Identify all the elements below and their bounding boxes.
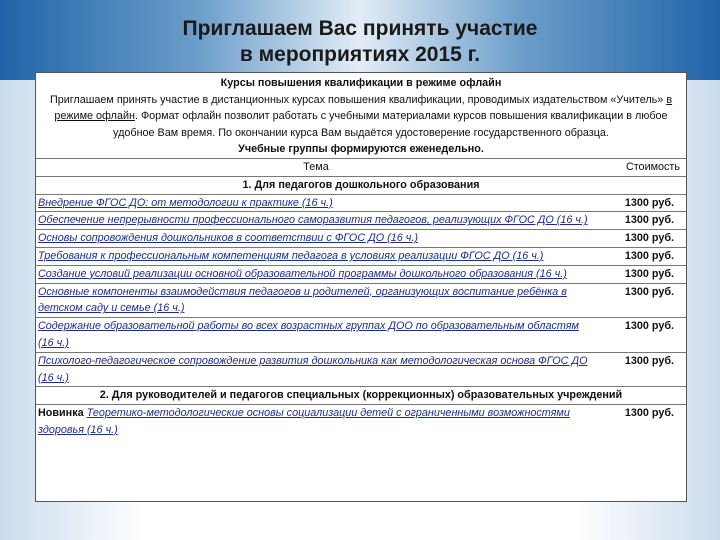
course-link[interactable]: Основные компоненты взаимодействия педагогов и родителей, организующих воспитание ребёнка в детском саду и семье (16 ч.)	[38, 285, 567, 315]
table-row	[36, 229, 686, 247]
course-link[interactable]: Теоретико-методологические основы социализации детей с ограниченными возможностями здоровья (16 ч.)	[38, 407, 570, 436]
section-heading-special: 2. Для руководителей и педагогов специальных (коррекционных) образовательных учреждений	[36, 386, 686, 404]
table-header	[36, 158, 686, 176]
course-link[interactable]: Психолого-педагогическое сопровождение развития дошкольника как методологическая основа ФГОС ДО (16 ч.)	[38, 354, 588, 384]
groups-note: Учебные группы формируются еженедельно.	[238, 143, 484, 156]
course-price: 1300 руб.	[624, 285, 674, 298]
course-price: 1300 руб.	[624, 407, 674, 420]
column-header-price: Стоимость	[625, 160, 680, 173]
section-heading-preschool: 1. Для педагогов дошкольного образования	[36, 176, 686, 194]
column-header-topic: Тема	[303, 160, 329, 173]
new-badge: Новинка	[38, 407, 84, 420]
table-row	[36, 317, 686, 352]
course-link[interactable]: Содержание образовательной работы во всех возрастных группах ДОО по образовательным областям (16 ч.)	[38, 320, 579, 349]
course-link[interactable]: Создание условий реализации основной образовательной программы дошкольного образования (16 ч.)	[38, 267, 567, 280]
intro-text-before: Приглашаем принять участие в дистанционных курсах повышения квалификации, проводимых издательством «Учитель»	[49, 93, 667, 106]
table-row	[36, 194, 686, 212]
table-row	[36, 404, 686, 439]
title-line-2: в мероприятиях 2015 г.	[239, 43, 481, 66]
slide-title	[0, 16, 720, 68]
title-line-1: Приглашаем Вас принять участие	[182, 17, 538, 40]
intro-text-after: . Формат офлайн позволит работать с учебными материалами курсов повышения квалификации в любое удобное Вам время. По окончании курса Вам выдаётся удостоверение государственного образца.	[113, 110, 668, 139]
table-row	[36, 283, 686, 318]
course-link[interactable]: Внедрение ФГОС ДО: от методологии к практике (16 ч.)	[38, 196, 333, 209]
course-price: 1300 руб.	[624, 249, 674, 262]
course-price: 1300 руб.	[624, 354, 674, 367]
course-link[interactable]: Основы сопровождения дошкольников в соответствии с ФГОС ДО (16 ч.)	[38, 232, 418, 245]
intro-paragraph	[40, 92, 682, 142]
intro-heading: Курсы повышения квалификации в режиме офлайн	[220, 77, 502, 89]
offline-mode-link[interactable]: в режиме офлайн	[54, 93, 673, 123]
course-price: 1300 руб.	[624, 267, 674, 280]
course-link[interactable]: Обеспечение непрерывности профессионального саморазвития педагогов, реализующих ФГОС ДО (16 ч.)	[38, 214, 588, 227]
table-row	[36, 247, 686, 265]
course-price: 1300 руб.	[624, 214, 674, 227]
intro-block	[36, 73, 686, 158]
table-row	[36, 265, 686, 283]
course-link[interactable]: Требования к профессиональным компетенциям педагога в условиях реализации ФГОС ДО (16 ч.)	[38, 249, 544, 262]
table-row	[36, 211, 686, 229]
course-price: 1300 руб.	[624, 196, 674, 209]
table-row	[36, 352, 686, 387]
course-price: 1300 руб.	[624, 232, 674, 245]
course-price: 1300 руб.	[624, 320, 674, 333]
document-panel	[35, 72, 687, 502]
